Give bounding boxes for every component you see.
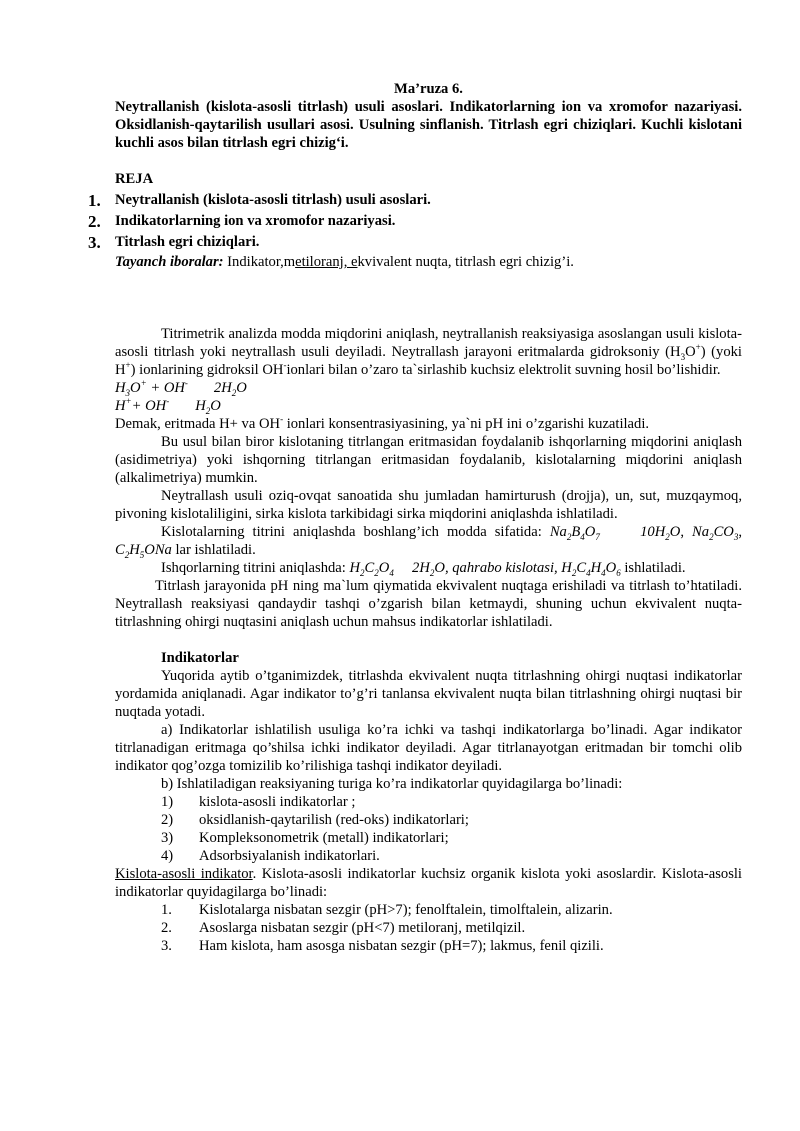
- list-item: 2) oksidlanish-qaytarilish (red-oks) indikatorlari;: [161, 812, 469, 828]
- plan-list: [88, 190, 742, 253]
- list-item: 1) kislota-asosli indikatorlar ;: [161, 794, 356, 810]
- indicators-heading: Indikatorlar: [161, 650, 239, 666]
- equation-2: H++ OH- $H_2O$: [115, 396, 221, 416]
- plan-item-text: Indikatorlarning ion va xromofor nazariyasi.: [115, 213, 396, 229]
- indicators-paragraph-3: b) Ishlatiladigan reaksiyaning turiga ko’ra indikatorlar quyidagilarga bo’linadi:: [161, 776, 623, 792]
- lecture-heading: Neytrallanish (kislota-asosli titrlash) usuli asoslari. Indikatorlarning ion va xromofor nazariyasi. Oksidlanish-qaytarilish usullari asosi. Usulning sinflanish. Titrlash egri chiziqlari. Kuchli kislotani kuchli asos bilan titrlash egri chizig‘i.: [115, 99, 742, 151]
- indicator-types-list: [115, 793, 742, 865]
- acid-titer-paragraph: Kislotalarning titrini aniqlashda boshlang’ich modda sifatida: $Na_2B_4O_7$ $10H_2O$, $Na_2CO_3$, $C_2H_5ONa$ lar ishlatiladi.: [115, 524, 743, 560]
- industry-paragraph: Neytrallash usuli oziq-ovqat sanoatida shu jumladan hamirturush (drojja), un, sut, muzqaymoq, pivoning kislotaliligini, sirka kislota tarkibidagi sirka miqdorini aniqlashda ishlatiladi.: [115, 488, 742, 522]
- equation-1: $H_3O^+ + OH^-$ $2H_2O$: [115, 378, 247, 398]
- keywords-line: Tayanch iboralar: Indikator,metiloranj, ekvivalent nuqta, titrlash egri chizig’i.: [115, 254, 574, 270]
- indicators-paragraph-2: a) Indikatorlar ishlatilish usuliga ko’ra ichki va tashqi indikatorlarga bo’linadi. Agar indikator titrlanadigan eritmaga qo’shilsa ichki indikator deyiladi. Agar titrlanayotgan eritmadan bir tomchi olib indikator qog’ozga tomizilib ko’rilishiga tashqi indikator deyiladi.: [115, 722, 742, 774]
- document-content: [88, 80, 743, 955]
- plan-item-number: 1.: [88, 191, 101, 210]
- ph-paragraph: Demak, eritmada H+ va OH- ionlari konsentrasiyasining, ya`ni pH ini o’zgarishi kuzatiladi.: [115, 414, 650, 432]
- plan-item: [88, 232, 742, 253]
- list-item: 4) Adsorbsiyalanish indikatorlari.: [161, 848, 380, 864]
- list-item: 3) Kompleksonometrik (metall) indikatorlari;: [161, 830, 449, 846]
- plan-item-number: 3.: [88, 233, 101, 252]
- plan-item-text: Neytrallanish (kislota-asosli titrlash) usuli asoslari.: [115, 192, 431, 208]
- acid-base-indicator-paragraph: Kislota-asosli indikator. Kislota-asosli indikatorlar kuchsiz organik kislota yoki asoslardir. Kislota-asosli indikatorlar quyidagilarga bo’linadi:: [115, 866, 742, 900]
- endpoint-paragraph: Titrlash jarayonida pH ning ma`lum qiymatida ekvivalent nuqtaga erishiladi va titrlash to’htatiladi. Neytrallash reaksiyasi qandaydir tashqi o’zgarish bilan ketmaydi, shuning uchun ekvivalent nuqta- titrlashning ohirgi nuqtasini aniqlash uchun mahsus indikatorlar ishlatiladi.: [115, 578, 742, 630]
- list-item: 3. Ham kislota, ham asosga nisbatan sezgir (pH=7); lakmus, fenil qizili.: [161, 938, 604, 954]
- plan-item: [88, 190, 742, 211]
- alkali-titer-paragraph: Ishqorlarning titrini aniqlashda: $H_2C_2O_4$ $2H_2O$, qahrabo kislotasi, $H_2C_4H_4O_6$ ishlatiladi.: [161, 560, 686, 578]
- plan-item-number: 2.: [88, 212, 101, 231]
- plan-item-text: Titrlash egri chiziqlari.: [115, 234, 260, 250]
- list-item: 1. Kislotalarga nisbatan sezgir (pH>7); fenolftalein, timolftalein, alizarin.: [161, 902, 613, 918]
- intro-paragraph: Titrimetrik analizda modda miqdorini aniqlash, neytrallanish reaksiyasiga asoslangan usuli kislota-asosli titrlash yoki neytrallash usuli deyiladi. Neytrallash jarayoni eritmalarda gidroksoniy $(H_3O^+)$ (yoki H+) ionlarining gidroksil OH-ionlari bilan o’zaro ta`sirlashib kuchsiz elektrolit suvning hosil bo’lishidir.: [115, 326, 742, 378]
- keywords-label: Tayanch iboralar:: [115, 254, 224, 270]
- method-paragraph: Bu usul bilan biror kislotaning titrlangan eritmasidan foydalanib ishqorlarning miqdorini aniqlash (asidimetriya) yoki ishqorning titrlangan eritmasidan foydalanib, kislotalarning miqdorini aniqlash (alkalimetriya) mumkin.: [115, 434, 742, 486]
- indicators-paragraph-1: Yuqorida aytib o’tganimizdek, titrlashda ekvivalent nuqta titrlashning ohirgi nuqtasi indikatorlar yordamida aniqlanadi. Agar indikator to’g’ri tanlansa ekvivalent nuqta bilan titrlashning ohirgi nuqtasi bir nuqtada yotadi.: [115, 668, 742, 720]
- plan-item: [88, 211, 742, 232]
- list-item: 2. Asoslarga nisbatan sezgir (pH<7) metiloranj, metilqizil.: [161, 920, 526, 936]
- lecture-title: Ma’ruza 6.: [394, 81, 463, 97]
- plan-label: REJA: [115, 171, 154, 187]
- sensitivity-list: [115, 901, 742, 955]
